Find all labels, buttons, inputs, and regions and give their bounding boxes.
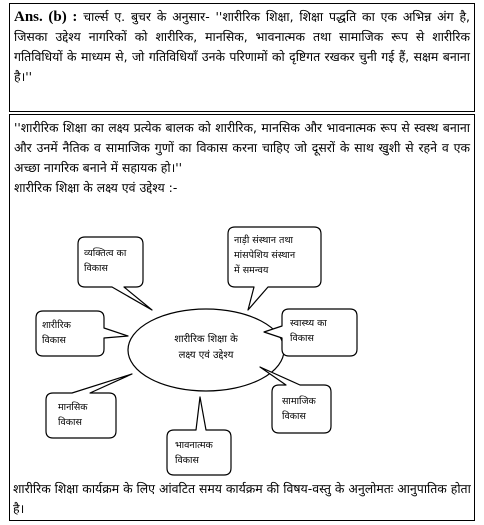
node-health: स्वास्थ्य का विकास: [290, 318, 327, 344]
node-nervous-system: नाड़ी संस्थान तथा मांसपेशिय संस्थान में समन्वय: [234, 235, 296, 276]
answer-label: Ans. (b) :: [14, 9, 78, 25]
node-social: सामाजिक विकास: [282, 396, 316, 422]
center-label: [148, 332, 264, 364]
footer-text: शारीरिक शिक्षा कार्यक्रम के लिए आंवटित समय कार्यक्रम की विषय-वस्तु के अनुलोमतः आनुपातिक होता है।: [13, 481, 471, 516]
node-emotional: भावनात्मक विकास: [175, 440, 213, 466]
center-label-line1: शारीरिक शिक्षा के: [174, 334, 238, 345]
node-physical: शारीरिक विकास: [42, 320, 71, 346]
answer-box: [9, 3, 475, 112]
node-mental: मानसिक विकास: [58, 402, 88, 428]
diagram-heading: शारीरिक शिक्षा के लक्ष्य एवं उद्देश्य :-: [14, 180, 178, 195]
answer-text: चार्ल्स ए. बुचर के अनुसार- ''शारीरिक शिक्षा, शिक्षा पद्धति का एक अभिन्न अंग है, जिसका उद्देश्य नागरिकों को शारीरिक, मानसिक, भावनात्मक तथा सामाजिक रूप से शारीरिक गतिविधियों के माध्यम से, जो गतिविधियाँ उनके परिणामों को दृष्टिगत रखकर चुनी गई हैं, सक्षम बनाना है।'': [14, 9, 470, 84]
aims-diagram: [20, 224, 460, 486]
quote-paragraph: ''शारीरिक शिक्षा का लक्ष्य प्रत्येक बालक को शारीरिक, मानसिक और भावनात्मक रूप से स्वस्थ बनाना और उनमें नैतिक व सामाजिक गुणों का विकास करना चाहिए जो दूसरों के साथ खुशी से रहने व एक अच्छा नागरिक बनाने में सहायक हो।'': [14, 120, 470, 175]
center-label-line2: लक्ष्य एवं उद्देश्य: [178, 350, 234, 361]
node-personality: व्यक्तित्व का विकास: [84, 248, 127, 274]
answer-paragraph: [14, 7, 470, 87]
